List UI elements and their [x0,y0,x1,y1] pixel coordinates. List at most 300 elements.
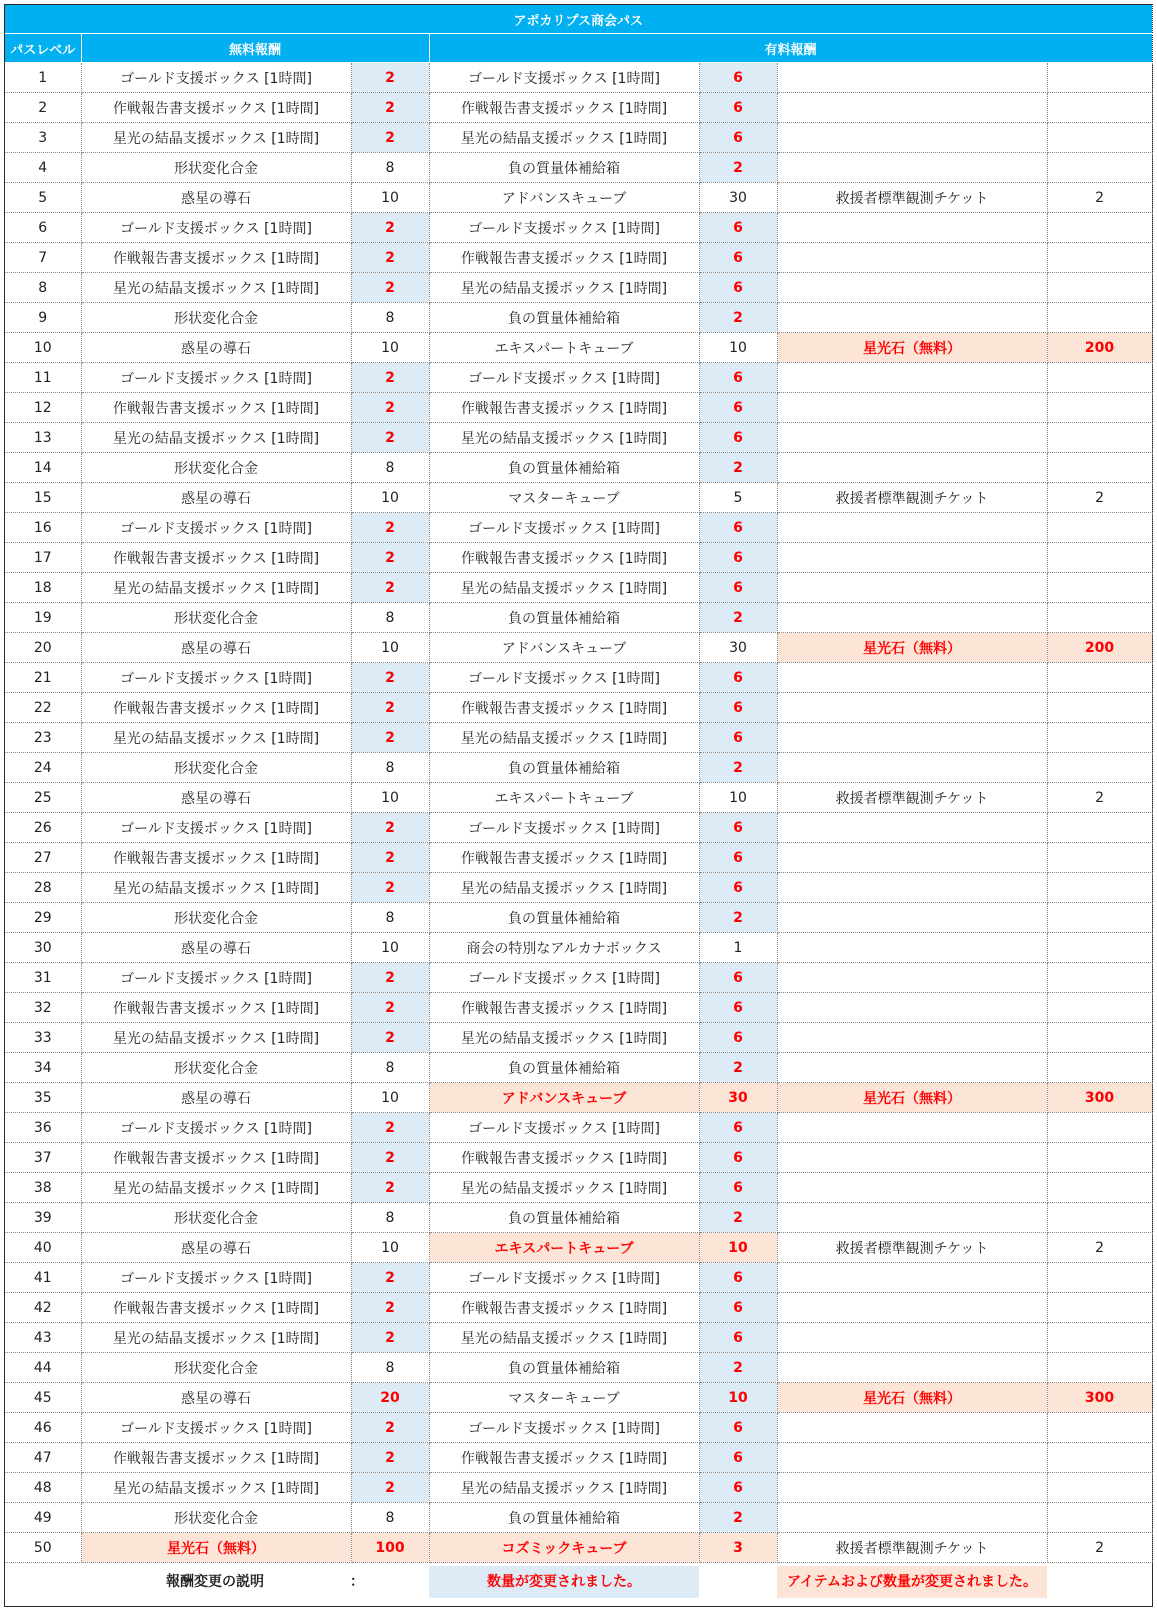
table-row [5,483,1152,513]
free-qty-cell: 2 [351,363,429,393]
paid-item-cell: 星光の結晶支援ボックス [1時間] [429,1023,699,1053]
table-row [5,1263,1152,1293]
extra-item-cell [777,1293,1047,1323]
free-item-cell: 星光の結晶支援ボックス [1時間] [81,1323,351,1353]
free-item-cell: 星光の結晶支援ボックス [1時間] [81,873,351,903]
level-cell: 23 [5,723,81,753]
free-qty-cell: 2 [351,1323,429,1353]
extra-item-cell: 救援者標準観測チケット [777,783,1047,813]
extra-item-cell: 星光石（無料） [777,1383,1047,1413]
paid-item-cell: 星光の結晶支援ボックス [1時間] [429,273,699,303]
extra-qty-cell [1047,453,1152,483]
level-cell: 16 [5,513,81,543]
free-qty-cell: 8 [351,1353,429,1383]
extra-qty-cell [1047,273,1152,303]
level-cell: 21 [5,663,81,693]
extra-qty-cell [1047,1053,1152,1083]
table-row [5,213,1152,243]
paid-qty-cell: 6 [699,1293,777,1323]
extra-qty-cell [1047,933,1152,963]
table-row [5,1473,1152,1503]
paid-qty-cell: 1 [699,933,777,963]
free-qty-cell: 10 [351,1083,429,1113]
extra-qty-cell [1047,93,1152,123]
extra-qty-cell [1047,1353,1152,1383]
extra-qty-cell [1047,723,1152,753]
paid-item-cell: 作戦報告書支援ボックス [1時間] [429,993,699,1023]
paid-qty-cell: 6 [699,1023,777,1053]
extra-qty-cell [1047,1323,1152,1353]
free-qty-cell: 2 [351,663,429,693]
paid-item-cell: ゴールド支援ボックス [1時間] [429,663,699,693]
extra-qty-cell [1047,813,1152,843]
table-row [5,1353,1152,1383]
extra-item-cell [777,273,1047,303]
free-item-cell: 惑星の導石 [81,633,351,663]
extra-qty-cell [1047,153,1152,183]
paid-item-cell: 負の質量体補給箱 [429,453,699,483]
extra-item-cell [777,1113,1047,1143]
paid-item-cell: 作戦報告書支援ボックス [1時間] [429,543,699,573]
free-qty-cell: 8 [351,153,429,183]
extra-item-cell [777,903,1047,933]
paid-item-cell: 商会の特別なアルカナボックス [429,933,699,963]
extra-item-cell [777,1473,1047,1503]
free-item-cell: 作戦報告書支援ボックス [1時間] [81,843,351,873]
free-qty-cell: 2 [351,393,429,423]
table-title: アポカリプス商会パス [5,5,1152,34]
table-row [5,93,1152,123]
extra-item-cell [777,693,1047,723]
free-item-cell: 形状変化合金 [81,303,351,333]
free-qty-cell: 10 [351,183,429,213]
table-row [5,303,1152,333]
free-qty-cell: 2 [351,63,429,93]
extra-item-cell [777,423,1047,453]
free-item-cell: ゴールド支援ボックス [1時間] [81,513,351,543]
paid-qty-cell: 6 [699,213,777,243]
extra-item-cell [777,1203,1047,1233]
level-cell: 5 [5,183,81,213]
extra-qty-cell [1047,903,1152,933]
free-qty-cell: 2 [351,573,429,603]
paid-item-cell: エキスパートキューブ [429,333,699,363]
level-cell: 25 [5,783,81,813]
level-cell: 27 [5,843,81,873]
paid-qty-cell: 10 [699,333,777,363]
extra-qty-cell [1047,1413,1152,1443]
header-level: パスレベル [5,34,81,63]
extra-qty-cell [1047,1293,1152,1323]
paid-qty-cell: 10 [699,1383,777,1413]
free-qty-cell: 10 [351,1233,429,1263]
free-item-cell: 形状変化合金 [81,1503,351,1533]
free-item-cell: ゴールド支援ボックス [1時間] [81,213,351,243]
extra-item-cell [777,123,1047,153]
extra-item-cell [777,543,1047,573]
free-item-cell: 惑星の導石 [81,1233,351,1263]
level-cell: 26 [5,813,81,843]
extra-item-cell: 救援者標準観測チケット [777,1233,1047,1263]
free-item-cell: 星光の結晶支援ボックス [1時間] [81,123,351,153]
level-cell: 28 [5,873,81,903]
extra-item-cell [777,213,1047,243]
paid-qty-cell: 6 [699,1173,777,1203]
paid-qty-cell: 5 [699,483,777,513]
free-item-cell: 作戦報告書支援ボックス [1時間] [81,1293,351,1323]
level-cell: 41 [5,1263,81,1293]
table-row [5,783,1152,813]
extra-qty-cell [1047,1443,1152,1473]
title-row [5,5,1152,34]
free-qty-cell: 10 [351,783,429,813]
extra-item-cell [777,753,1047,783]
paid-item-cell: ゴールド支援ボックス [1時間] [429,1413,699,1443]
free-item-cell: 星光の結晶支援ボックス [1時間] [81,1173,351,1203]
extra-qty-cell [1047,213,1152,243]
paid-qty-cell: 10 [699,1233,777,1263]
extra-item-cell [777,1263,1047,1293]
free-item-cell: 星光の結晶支援ボックス [1時間] [81,723,351,753]
paid-qty-cell: 6 [699,1323,777,1353]
extra-qty-cell [1047,363,1152,393]
extra-qty-cell [1047,303,1152,333]
free-qty-cell: 8 [351,1503,429,1533]
level-cell: 37 [5,1143,81,1173]
free-item-cell: 形状変化合金 [81,1203,351,1233]
extra-item-cell [777,993,1047,1023]
paid-qty-cell: 10 [699,783,777,813]
level-cell: 33 [5,1023,81,1053]
paid-qty-cell: 6 [699,93,777,123]
level-cell: 35 [5,1083,81,1113]
extra-qty-cell [1047,543,1152,573]
extra-qty-cell [1047,1263,1152,1293]
free-qty-cell: 100 [351,1533,429,1563]
free-qty-cell: 8 [351,1053,429,1083]
free-qty-cell: 2 [351,423,429,453]
level-cell: 31 [5,963,81,993]
free-qty-cell: 8 [351,603,429,633]
extra-item-cell [777,153,1047,183]
paid-item-cell: 作戦報告書支援ボックス [1時間] [429,243,699,273]
extra-item-cell [777,453,1047,483]
paid-item-cell: 負の質量体補給箱 [429,1203,699,1233]
table-row [5,903,1152,933]
table-row [5,963,1152,993]
header-paid: 有料報酬 [429,34,1152,63]
paid-qty-cell: 6 [699,573,777,603]
extra-qty-cell [1047,393,1152,423]
free-qty-cell: 2 [351,273,429,303]
paid-item-cell: ゴールド支援ボックス [1時間] [429,63,699,93]
extra-qty-cell [1047,1023,1152,1053]
paid-qty-cell: 6 [699,423,777,453]
paid-item-cell: エキスパートキューブ [429,783,699,813]
paid-qty-cell: 2 [699,903,777,933]
paid-qty-cell: 6 [699,363,777,393]
free-qty-cell: 8 [351,753,429,783]
free-item-cell: ゴールド支援ボックス [1時間] [81,963,351,993]
free-qty-cell: 2 [351,873,429,903]
paid-qty-cell: 6 [699,813,777,843]
paid-qty-cell: 3 [699,1533,777,1563]
paid-item-cell: エキスパートキューブ [429,1233,699,1263]
paid-qty-cell: 6 [699,543,777,573]
free-qty-cell: 2 [351,1023,429,1053]
level-cell: 19 [5,603,81,633]
table-row [5,813,1152,843]
paid-item-cell: 星光の結晶支援ボックス [1時間] [429,1473,699,1503]
extra-qty-cell: 2 [1047,183,1152,213]
paid-item-cell: マスターキューブ [429,483,699,513]
free-item-cell: 星光石（無料） [81,1533,351,1563]
table-row [5,1023,1152,1053]
extra-qty-cell: 2 [1047,483,1152,513]
table-row [5,1293,1152,1323]
free-qty-cell: 2 [351,243,429,273]
table-row [5,63,1152,93]
level-cell: 3 [5,123,81,153]
extra-qty-cell [1047,963,1152,993]
free-item-cell: 星光の結晶支援ボックス [1時間] [81,1473,351,1503]
header-row [5,34,1152,63]
level-cell: 44 [5,1353,81,1383]
paid-qty-cell: 6 [699,273,777,303]
level-cell: 42 [5,1293,81,1323]
free-item-cell: 作戦報告書支援ボックス [1時間] [81,543,351,573]
extra-item-cell [777,303,1047,333]
paid-qty-cell: 2 [699,153,777,183]
free-item-cell: 形状変化合金 [81,153,351,183]
extra-qty-cell [1047,123,1152,153]
free-item-cell: 作戦報告書支援ボックス [1時間] [81,93,351,123]
level-cell: 32 [5,993,81,1023]
extra-qty-cell [1047,1113,1152,1143]
paid-item-cell: 負の質量体補給箱 [429,603,699,633]
free-item-cell: 形状変化合金 [81,903,351,933]
table-row [5,1203,1152,1233]
free-qty-cell: 2 [351,963,429,993]
free-item-cell: 作戦報告書支援ボックス [1時間] [81,1143,351,1173]
extra-item-cell [777,1323,1047,1353]
free-item-cell: 作戦報告書支援ボックス [1時間] [81,243,351,273]
free-item-cell: 惑星の導石 [81,1383,351,1413]
free-qty-cell: 2 [351,1173,429,1203]
extra-item-cell [777,663,1047,693]
table-row [5,873,1152,903]
level-cell: 6 [5,213,81,243]
paid-item-cell: 星光の結晶支援ボックス [1時間] [429,423,699,453]
level-cell: 50 [5,1533,81,1563]
paid-qty-cell: 6 [699,723,777,753]
free-qty-cell: 2 [351,1143,429,1173]
level-cell: 13 [5,423,81,453]
table-row [5,993,1152,1023]
level-cell: 20 [5,633,81,663]
table-row [5,453,1152,483]
level-cell: 38 [5,1173,81,1203]
level-cell: 8 [5,273,81,303]
free-qty-cell: 2 [351,693,429,723]
paid-item-cell: ゴールド支援ボックス [1時間] [429,963,699,993]
paid-qty-cell: 6 [699,393,777,423]
extra-qty-cell [1047,1143,1152,1173]
table-row [5,273,1152,303]
extra-item-cell [777,1023,1047,1053]
extra-qty-cell [1047,573,1152,603]
paid-item-cell: 作戦報告書支援ボックス [1時間] [429,393,699,423]
free-item-cell: 形状変化合金 [81,1353,351,1383]
paid-qty-cell: 6 [699,873,777,903]
free-item-cell: 惑星の導石 [81,183,351,213]
extra-item-cell [777,963,1047,993]
free-item-cell: 形状変化合金 [81,603,351,633]
free-item-cell: ゴールド支援ボックス [1時間] [81,663,351,693]
free-item-cell: 作戦報告書支援ボックス [1時間] [81,993,351,1023]
extra-qty-cell [1047,63,1152,93]
paid-item-cell: ゴールド支援ボックス [1時間] [429,513,699,543]
paid-item-cell: 負の質量体補給箱 [429,303,699,333]
extra-item-cell [777,1143,1047,1173]
extra-item-cell [777,1053,1047,1083]
level-cell: 2 [5,93,81,123]
paid-qty-cell: 2 [699,753,777,783]
table-row [5,543,1152,573]
level-cell: 49 [5,1503,81,1533]
pass-reward-table [5,5,1153,1563]
legend [5,1558,1152,1606]
extra-item-cell [777,93,1047,123]
free-item-cell: 作戦報告書支援ボックス [1時間] [81,393,351,423]
extra-item-cell: 星光石（無料） [777,633,1047,663]
paid-qty-cell: 6 [699,243,777,273]
free-qty-cell: 2 [351,1443,429,1473]
table-row [5,633,1152,663]
level-cell: 29 [5,903,81,933]
extra-qty-cell [1047,1473,1152,1503]
extra-item-cell [777,603,1047,633]
table-row [5,243,1152,273]
level-cell: 9 [5,303,81,333]
header-free: 無料報酬 [81,34,429,63]
paid-item-cell: 作戦報告書支援ボックス [1時間] [429,843,699,873]
extra-item-cell [777,1503,1047,1533]
paid-qty-cell: 6 [699,1443,777,1473]
free-qty-cell: 2 [351,993,429,1023]
table-row [5,1383,1152,1413]
level-cell: 30 [5,933,81,963]
extra-qty-cell [1047,243,1152,273]
free-item-cell: ゴールド支援ボックス [1時間] [81,1413,351,1443]
free-item-cell: 惑星の導石 [81,333,351,363]
table-row [5,153,1152,183]
free-qty-cell: 2 [351,813,429,843]
table-row [5,513,1152,543]
free-qty-cell: 2 [351,543,429,573]
extra-qty-cell: 2 [1047,1233,1152,1263]
table-row [5,933,1152,963]
level-cell: 34 [5,1053,81,1083]
level-cell: 12 [5,393,81,423]
paid-item-cell: 負の質量体補給箱 [429,1503,699,1533]
level-cell: 40 [5,1233,81,1263]
paid-qty-cell: 6 [699,63,777,93]
level-cell: 11 [5,363,81,393]
table-row [5,663,1152,693]
extra-qty-cell [1047,1203,1152,1233]
extra-item-cell [777,1413,1047,1443]
extra-item-cell [777,513,1047,543]
paid-item-cell: 星光の結晶支援ボックス [1時間] [429,723,699,753]
free-qty-cell: 2 [351,1293,429,1323]
paid-item-cell: 星光の結晶支援ボックス [1時間] [429,873,699,903]
table-row [5,693,1152,723]
extra-qty-cell [1047,693,1152,723]
table-row [5,1443,1152,1473]
paid-item-cell: コズミックキューブ [429,1533,699,1563]
paid-qty-cell: 2 [699,1503,777,1533]
free-qty-cell: 10 [351,333,429,363]
free-item-cell: 惑星の導石 [81,1083,351,1113]
table-row [5,1053,1152,1083]
free-qty-cell: 2 [351,843,429,873]
free-qty-cell: 2 [351,213,429,243]
extra-qty-cell: 2 [1047,783,1152,813]
free-item-cell: 星光の結晶支援ボックス [1時間] [81,423,351,453]
table-row [5,1413,1152,1443]
free-qty-cell: 8 [351,903,429,933]
free-item-cell: 星光の結晶支援ボックス [1時間] [81,573,351,603]
level-cell: 17 [5,543,81,573]
extra-qty-cell [1047,513,1152,543]
level-cell: 22 [5,693,81,723]
paid-qty-cell: 2 [699,603,777,633]
table-row [5,1323,1152,1353]
free-qty-cell: 8 [351,1203,429,1233]
paid-qty-cell: 30 [699,633,777,663]
level-cell: 47 [5,1443,81,1473]
free-qty-cell: 20 [351,1383,429,1413]
extra-qty-cell: 200 [1047,333,1152,363]
paid-item-cell: 星光の結晶支援ボックス [1時間] [429,1173,699,1203]
level-cell: 46 [5,1413,81,1443]
paid-item-cell: 作戦報告書支援ボックス [1時間] [429,1293,699,1323]
level-cell: 14 [5,453,81,483]
level-cell: 43 [5,1323,81,1353]
extra-item-cell [777,363,1047,393]
free-qty-cell: 2 [351,723,429,753]
free-item-cell: 作戦報告書支援ボックス [1時間] [81,693,351,723]
paid-item-cell: 作戦報告書支援ボックス [1時間] [429,1443,699,1473]
table-row [5,393,1152,423]
paid-item-cell: 負の質量体補給箱 [429,1353,699,1383]
paid-item-cell: 作戦報告書支援ボックス [1時間] [429,693,699,723]
table-row [5,1083,1152,1113]
paid-item-cell: アドバンスキューブ [429,183,699,213]
table-row [5,1173,1152,1203]
table-row [5,123,1152,153]
free-item-cell: 惑星の導石 [81,933,351,963]
free-item-cell: 惑星の導石 [81,483,351,513]
free-item-cell: 形状変化合金 [81,453,351,483]
extra-item-cell [777,813,1047,843]
paid-item-cell: 負の質量体補給箱 [429,903,699,933]
paid-item-cell: ゴールド支援ボックス [1時間] [429,1263,699,1293]
table-row [5,1233,1152,1263]
level-cell: 45 [5,1383,81,1413]
free-qty-cell: 2 [351,513,429,543]
